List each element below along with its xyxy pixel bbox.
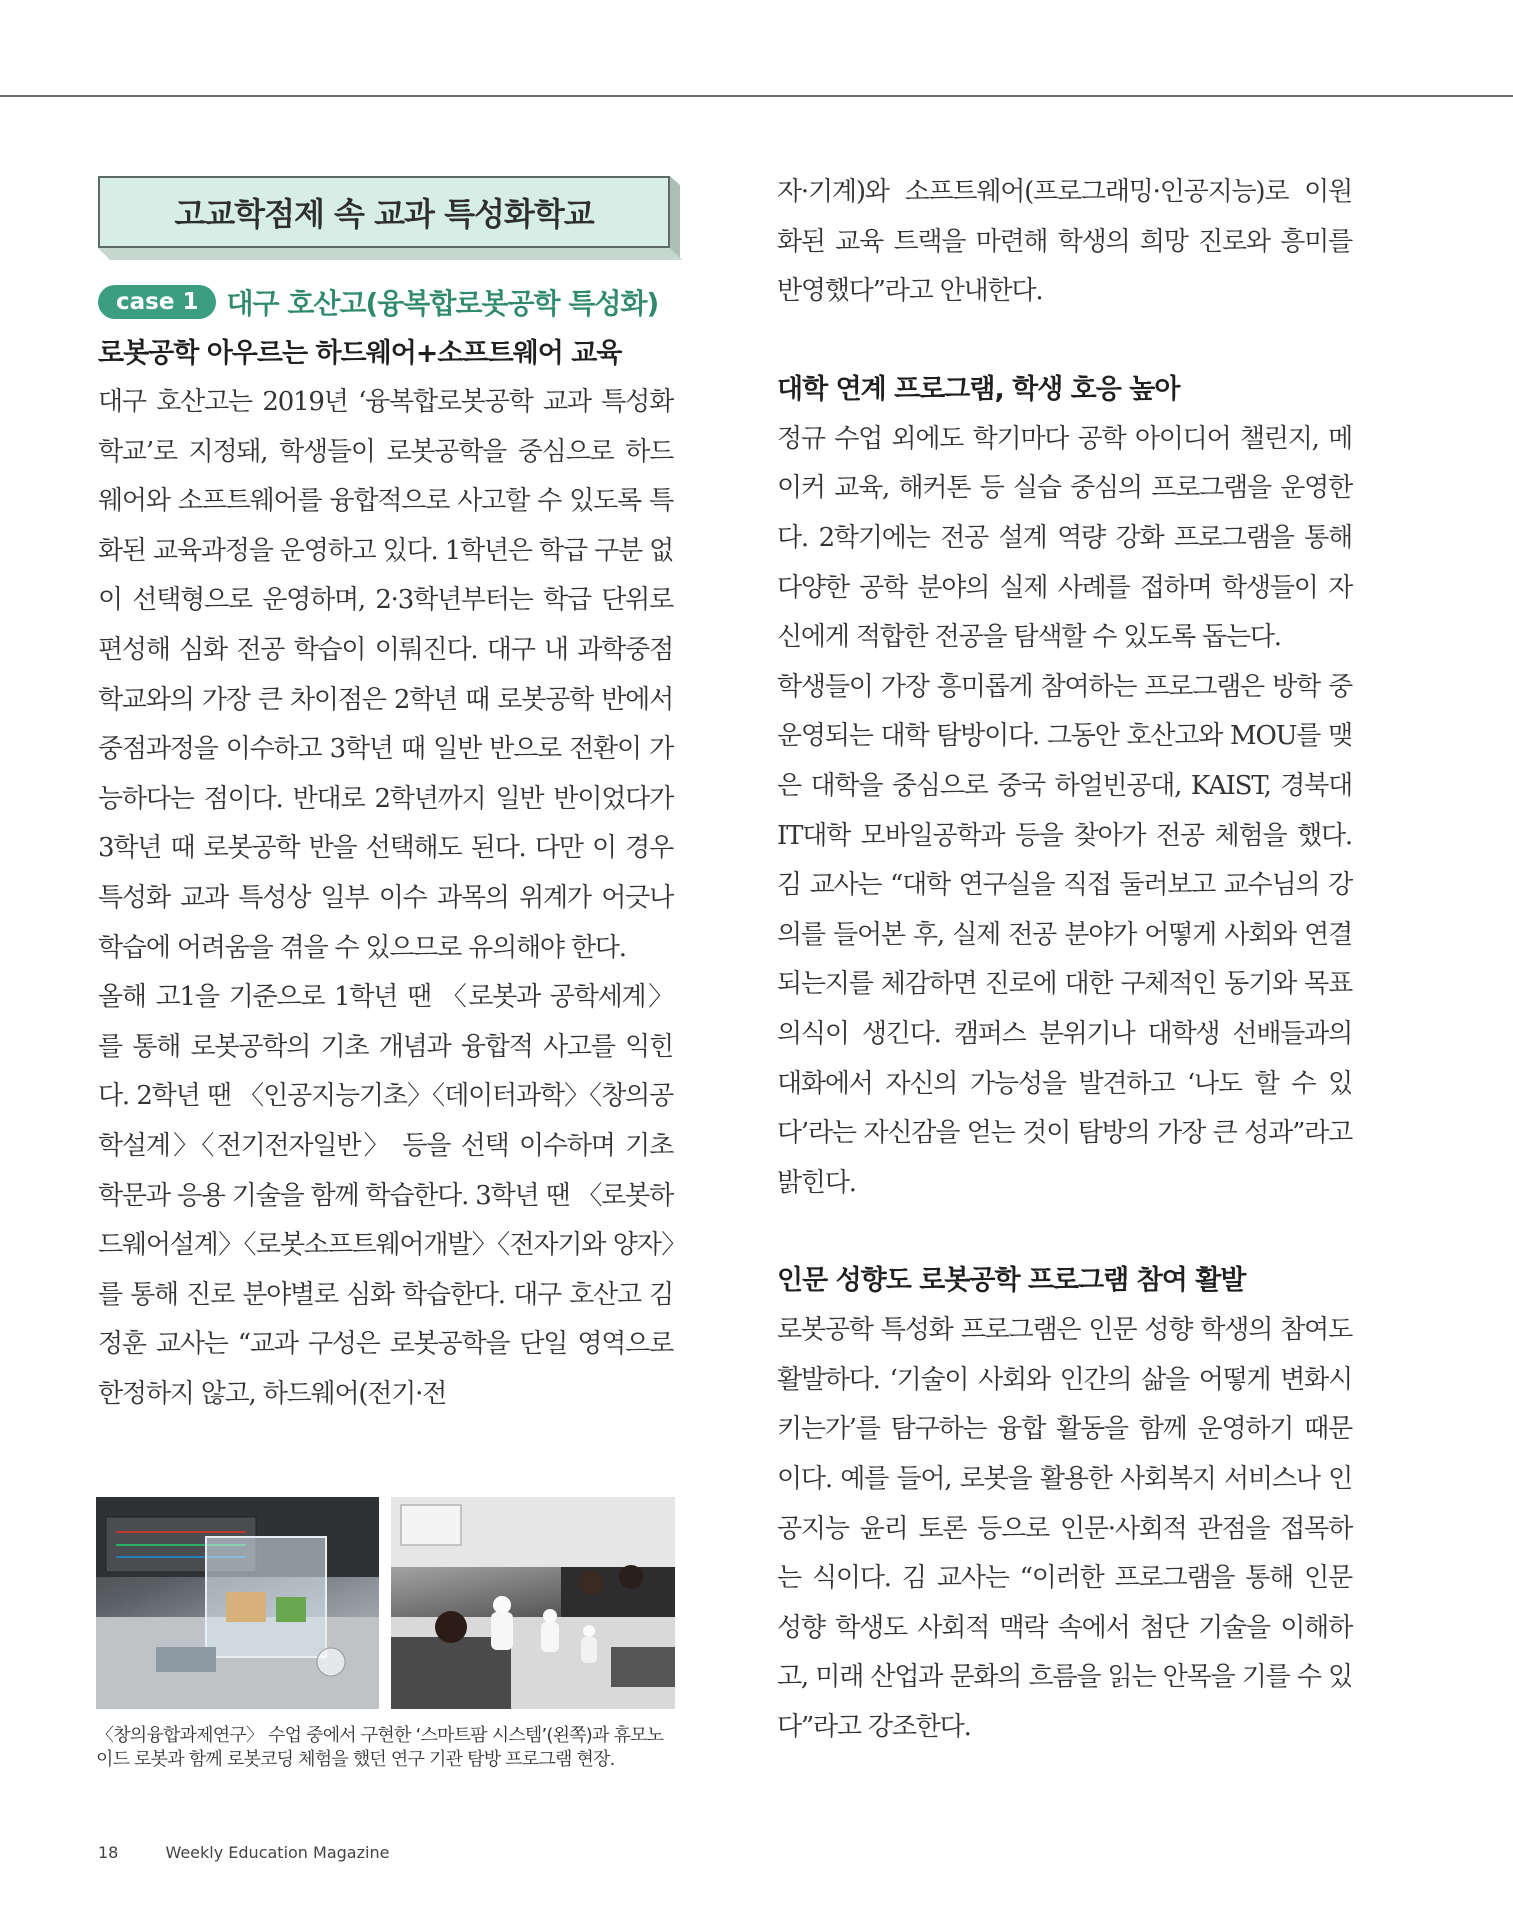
right-paragraph-1: 정규 수업 외에도 학기마다 공학 아이디어 챌린지, 메이커 교육, 해커톤 등 실습 중심의 프로그램을 운영한다. 2학기에는 전공 설계 역량 강화 프로그램을 통해 다양한 공학 분야의 실제 사례를 접하며 학생들이 자신에게 적합한 전공을 탐색할 수 있도록 돕는다.	[777, 423, 1352, 653]
magazine-name: Weekly Education Magazine	[165, 1843, 390, 1862]
left-paragraph-1: 대구 호산고는 2019년 ‘융복합로봇공학 교과 특성화 학교’로 지정돼, 학생들이 로봇공학을 중심으로 하드웨어와 소프트웨어를 융합적으로 사고할 수 있도록 특화된 교육과정을 운영하고 있다. 1학년은 학급 구분 없이 선택형으로 운영하며, 2·3학년부터는 학급 단위로 편성해 심화 전공 학습이 이뤄진다. 대구 내 과학중점학교와의 가장 큰 차이점은 2학년 때 로봇공학 반에서 중점과정을 이수하고 3학년 때 일반 반으로 전환이 가능하다는 점이다. 반대로 2학년까지 일반 반이었다가 3학년 때 로봇공학 반을 선택해도 된다. 다만 이 경우 특성화 교과 특성상 일부 이수 과목의 위계가 어긋나 학습에 어려움을 겪을 수 있으므로 유의해야 한다.	[98, 387, 673, 963]
top-rule	[0, 95, 1513, 97]
section-banner	[98, 176, 683, 268]
right-continuation: 자·기계)와 소프트웨어(프로그래밍·인공지능)로 이원화된 교육 트랙을 마련해 학생의 희망 진로와 흥미를 반영했다”라고 안내한다.	[777, 177, 1352, 307]
right-paragraph-3: 로봇공학 특성화 프로그램은 인문 성향 학생의 참여도 활발하다. ‘기술이 사회와 인간의 삶을 어떻게 변화시키는가’를 탐구하는 융합 활동을 함께 운영하기 때문이다. 예를 들어, 로봇을 활용한 사회복지 서비스나 인공지능 윤리 토론 등으로 인문·사회적 관점을 접목하는 식이다. 김 교사는 “이러한 프로그램을 통해 인문 성향 학생도 사회적 맥락 속에서 첨단 기술을 이해하고, 미래 산업과 문화의 흐름을 읽는 안목을 기를 수 있다”라고 강조한다.	[777, 1315, 1352, 1743]
right-column	[777, 168, 1352, 1753]
robot-coding-photo	[391, 1497, 675, 1709]
banner-side-shade	[670, 176, 680, 260]
banner-title: 고교학점제 속 교과 특성화학교	[174, 195, 594, 233]
banner-box	[98, 176, 670, 248]
page-number: 18	[98, 1843, 119, 1862]
case-badge: case 1	[98, 285, 216, 319]
banner-bottom-shade	[98, 248, 682, 260]
case-heading: 대구 호산고(융복합로봇공학 특성화)	[226, 287, 659, 320]
smart-farm-photo	[96, 1497, 379, 1709]
right-paragraph-2: 학생들이 가장 흥미롭게 참여하는 프로그램은 방학 중 운영되는 대학 탐방이다. 그동안 호산고와 MOU를 맺은 대학을 중심으로 중국 하얼빈공대, KAIST, 경북대 IT대학 모바일공학과 등을 찾아가 전공 체험을 했다. 김 교사는 “대학 연구실을 직접 둘러보고 교수님의 강의를 들어본 후, 실제 전공 분야가 어떻게 사회와 연결되는지를 체감하면 진로에 대한 구체적인 동기와 목표 의식이 생긴다. 캠퍼스 분위기나 대학생 선배들과의 대화에서 자신의 가능성을 발견하고 ‘나도 할 수 있다’라는 자신감을 얻는 것이 탐방의 가장 큰 성과”라고 밝힌다.	[777, 671, 1352, 1198]
section-gap	[777, 317, 1352, 365]
robot-coding-illustration	[391, 1497, 675, 1709]
page-footer	[98, 1843, 389, 1862]
left-paragraph-2: 올해 고1을 기준으로 1학년 땐 〈로봇과 공학세계〉를 통해 로봇공학의 기초 개념과 융합적 사고를 익힌다. 2학년 땐 〈인공지능기초〉〈데이터과학〉〈창의공학설계〉〈전기전자일반〉 등을 선택 이수하며 기초 학문과 응용 기술을 함께 학습한다. 3학년 땐 〈로봇하드웨어설계〉〈로봇소프트웨어개발〉〈전자기와 양자〉를 통해 진로 분야별로 심화 학습한다. 대구 호산고 김정훈 교사는 “교과 구성은 로봇공학을 단일 영역으로 한정하지 않고, 하드웨어(전기·전	[98, 982, 673, 1409]
section-heading-university: 대학 연계 프로그램, 학생 호응 높아	[777, 373, 1180, 405]
section-heading-humanities: 인문 성향도 로봇공학 프로그램 참여 활발	[777, 1265, 1246, 1297]
left-column	[98, 150, 673, 1419]
photo-caption: 〈창의융합과제연구〉 수업 중에서 구현한 ‘스마트팜 시스템’(왼쪽)과 휴모노이드 로봇과 함께 로봇코딩 체험을 했던 연구 기관 탐방 프로그램 현장.	[96, 1725, 664, 1770]
photo-row	[96, 1497, 675, 1709]
smart-farm-illustration	[96, 1497, 379, 1709]
case-subheading: 로봇공학 아우르는 하드웨어+소프트웨어 교육	[98, 338, 622, 369]
case-line	[98, 282, 673, 322]
section-gap	[777, 1208, 1352, 1256]
